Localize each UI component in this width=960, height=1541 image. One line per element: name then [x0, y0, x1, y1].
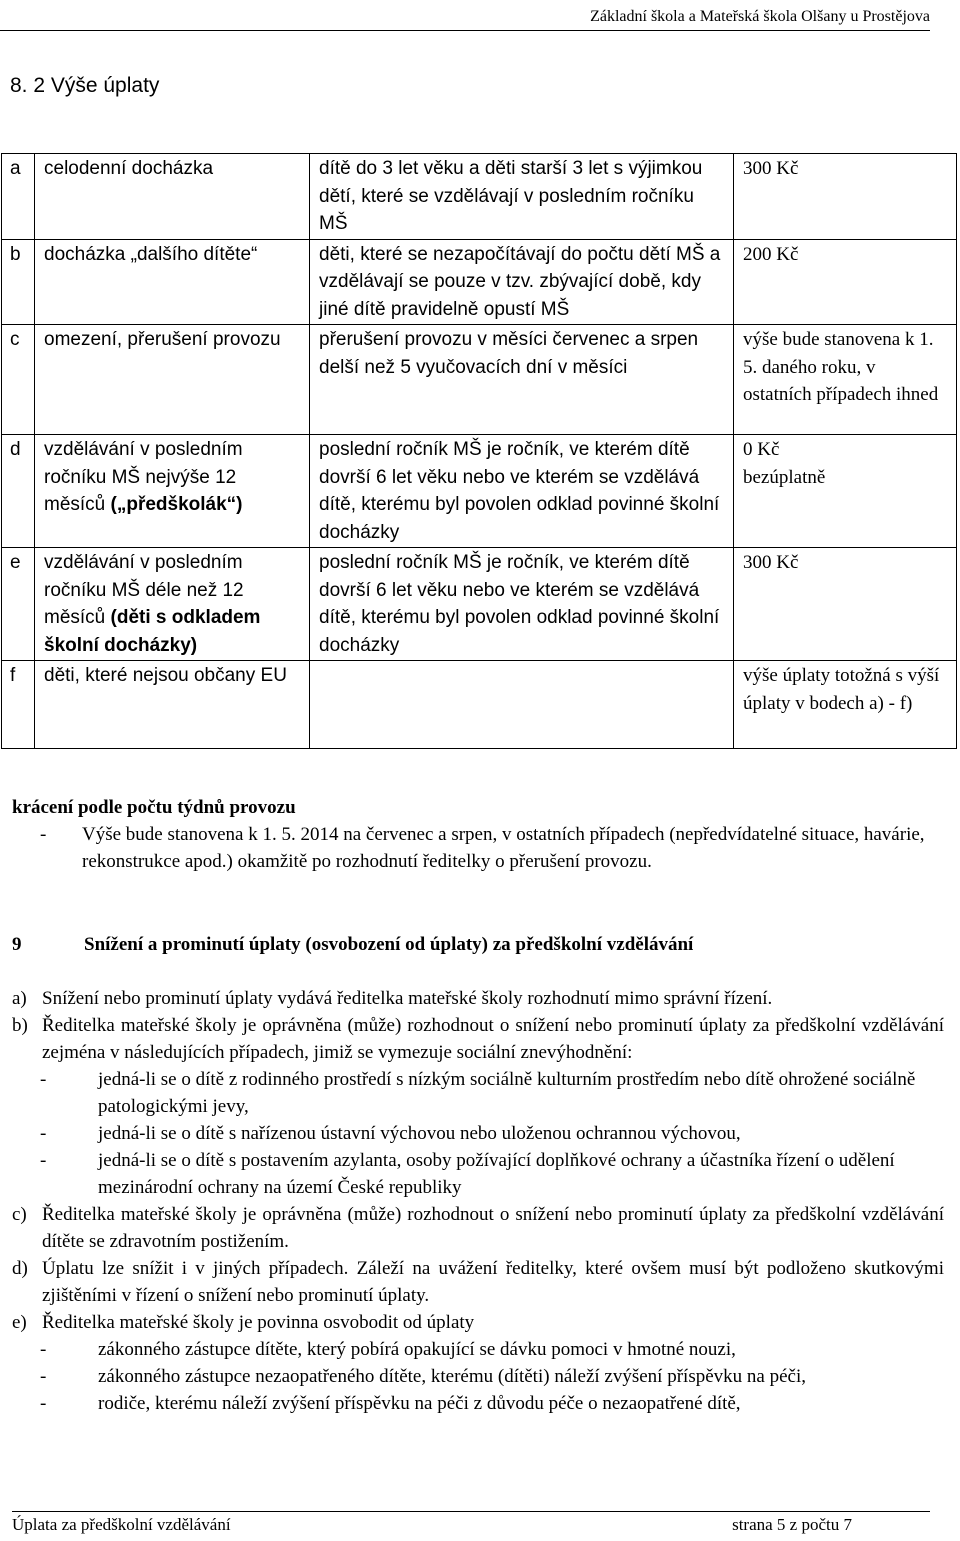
list-item-text: jedná-li se o dítě z rodinného prostředí s nízkým sociálně kulturním prostředím nebo dítě ohrožené sociálně patologickými jevy, — [98, 1069, 916, 1117]
row-category: docházka „dalšího dítěte“ — [35, 239, 310, 325]
row-category — [35, 435, 310, 548]
table-row — [2, 661, 957, 749]
row-letter: c — [2, 325, 35, 435]
list-item-text: jedná-li se o dítě s nařízenou ústavní výchovou nebo uloženou ochrannou výchovou, — [98, 1123, 741, 1144]
row-description: poslední ročník MŠ je ročník, ve kterém dítě dovrší 6 let věku nebo ve kterém se vzdělává dítě, kterému byl povolen odklad povinné školní docházky — [310, 548, 734, 661]
page-number: strana 5 z počtu 7 — [732, 1515, 852, 1534]
paragraph-c — [12, 1201, 944, 1255]
paragraph-d — [12, 1255, 944, 1309]
table-row — [2, 154, 957, 240]
row-description: poslední ročník MŠ je ročník, ve kterém dítě dovrší 6 let věku nebo ve kterém se vzdělává dítě, kterému byl povolen odklad povinné školní docházky — [310, 435, 734, 548]
section-title: 8. 2 Výše úplaty — [10, 74, 160, 97]
page-footer — [12, 1511, 930, 1538]
row-letter: e — [2, 548, 35, 661]
row-amount: 300 Kč — [734, 548, 957, 661]
paragraph-text: Ředitelka mateřské školy je oprávněna (může) rozhodnout o snížení nebo prominutí úplaty za předškolní vzdělávání dítěte se zdravotním postižením. — [42, 1204, 944, 1252]
row-category-bold: (děti s odkladem školní docházky) — [44, 607, 261, 656]
reduction-body — [40, 821, 940, 875]
header-school-name: Základní škola a Mateřská škola Olšany u Prostějova — [590, 8, 930, 25]
row-category-text: vzdělávání v posledním ročníku MŠ déle než 12 měsíců — [44, 552, 244, 628]
row-description: dítě do 3 let věku a děti starší 3 let s výjimkou dětí, které se vzdělávají v posledním ročníku MŠ — [310, 154, 734, 240]
list-item — [40, 821, 940, 875]
paragraph-a — [12, 985, 944, 1012]
row-letter: f — [2, 661, 35, 749]
bullet-dash: - — [40, 1339, 47, 1360]
row-amount: 200 Kč — [734, 239, 957, 325]
reduction-text: Výše bude stanovena k 1. 5. 2014 na červenec a srpen, v ostatních případech (nepředvídatelné situace, havárie, rekonstrukce apod.) okamžitě po rozhodnutí ředitelky o přerušení provozu. — [82, 824, 925, 872]
section-9-title: Snížení a prominutí úplaty (osvobození od úplaty) za předškolní vzdělávání — [84, 934, 694, 955]
paragraph-text: Ředitelka mateřské školy je oprávněna (může) rozhodnout o snížení nebo prominutí úplaty za předškolní vzdělávání zejména v následujících případech, jimiž se vymezuje sociální znevýhodnění: — [42, 1015, 944, 1063]
list-item-text: zákonného zástupce dítěte, který pobírá opakující se dávku pomoci v hmotné nouzi, — [98, 1339, 736, 1360]
bullet-dash: - — [40, 1123, 47, 1144]
bullet-dash: - — [40, 824, 47, 845]
paragraph-label: e) — [12, 1312, 27, 1333]
row-amount: výše úplaty totožná s výší úplaty v bodech a) - f) — [734, 661, 957, 749]
row-amount: výše bude stanovena k 1. 5. daného roku, v ostatních případech ihned — [734, 325, 957, 435]
bullet-dash: - — [40, 1069, 47, 1090]
row-description — [310, 661, 734, 749]
paragraph-label: b) — [12, 1015, 28, 1036]
paragraph-text: Ředitelka mateřské školy je povinna osvobodit od úplaty — [42, 1312, 475, 1333]
list-item — [40, 1363, 944, 1390]
bullet-dash: - — [40, 1393, 47, 1414]
row-category-bold: („předškolák“) — [110, 494, 243, 515]
paragraph-label: c) — [12, 1204, 27, 1225]
table-row — [2, 325, 957, 435]
bullet-dash: - — [40, 1150, 47, 1171]
list-item — [40, 1390, 944, 1417]
list-item — [40, 1336, 944, 1363]
paragraph-text: Úplatu lze snížit i v jiných případech. Záleží na uvážení ředitelky, které ovšem musí být podloženo skutkovými zjištěními v řízení o snížení nebo prominutí úplaty. — [42, 1258, 944, 1306]
bullet-dash: - — [40, 1366, 47, 1387]
section-9-heading — [12, 931, 693, 958]
row-category — [35, 548, 310, 661]
page-header — [0, 4, 930, 31]
list-item — [40, 1147, 944, 1201]
paragraph-label: d) — [12, 1258, 28, 1279]
row-description: přerušení provozu v měsíci červenec a srpen delší než 5 vyučovacích dní v měsíci — [310, 325, 734, 435]
list-item-text: jedná-li se o dítě s postavením azylanta, osoby požívající doplňkové ochrany a účastníka řízení o udělení mezinárodní ochrany na území České republiky — [98, 1150, 895, 1198]
row-letter: d — [2, 435, 35, 548]
table-row — [2, 239, 957, 325]
reduction-heading: krácení podle počtu týdnů provozu — [12, 797, 296, 818]
row-amount: 300 Kč — [734, 154, 957, 240]
row-description: děti, které se nezapočítávají do počtu dětí MŠ a vzdělávají se pouze v tzv. zbývající době, kdy jiné dítě pravidelně opustí MŠ — [310, 239, 734, 325]
table-row — [2, 548, 957, 661]
table-row — [2, 435, 957, 548]
row-category: omezení, přerušení provozu — [35, 325, 310, 435]
list-item — [40, 1120, 944, 1147]
row-letter: a — [2, 154, 35, 240]
row-amount-note: bezúplatně — [743, 466, 826, 488]
fee-table — [1, 153, 957, 749]
paragraph-label: a) — [12, 988, 27, 1009]
paragraph-text: Snížení nebo prominutí úplaty vydává ředitelka mateřské školy rozhodnutí mimo správní řízení. — [42, 988, 773, 1009]
footer-title: Úplata za předškolní vzdělávání — [12, 1515, 231, 1534]
row-category: děti, které nejsou občany EU — [35, 661, 310, 749]
row-category: celodenní docházka — [35, 154, 310, 240]
row-category-text: vzdělávání v posledním ročníku MŠ nejvýše 12 měsíců — [44, 439, 243, 515]
list-item-text: zákonného zástupce nezaopatřeného dítěte, kterému (dítěti) náleží zvýšení příspěvku na péči, — [98, 1366, 806, 1387]
section-9-body — [12, 985, 944, 1417]
row-amount-value: 0 Kč — [743, 439, 780, 460]
paragraph-b — [12, 1012, 944, 1066]
list-item — [40, 1066, 944, 1120]
list-item-text: rodiče, kterému náleží zvýšení příspěvku na péči z důvodu péče o nezaopatřené dítě, — [98, 1393, 741, 1414]
section-9-number: 9 — [12, 934, 22, 955]
row-letter: b — [2, 239, 35, 325]
row-amount — [734, 435, 957, 548]
paragraph-e — [12, 1309, 944, 1336]
